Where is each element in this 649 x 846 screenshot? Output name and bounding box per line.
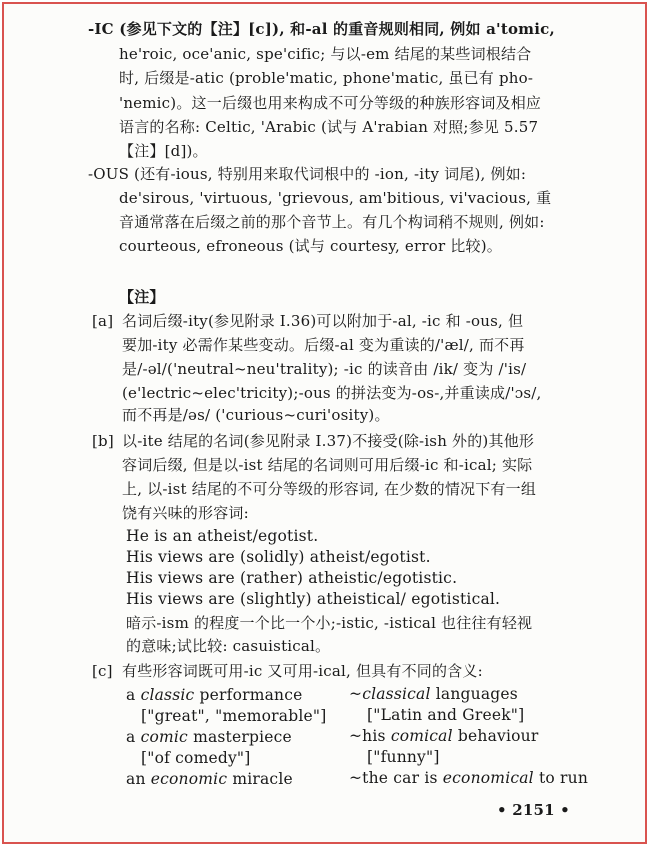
notes-heading: 【注】 bbox=[119, 288, 165, 306]
page-number: • 2151 • bbox=[497, 801, 570, 819]
c-row3-right-post: behaviour bbox=[452, 727, 539, 745]
note-b-label: [b] bbox=[92, 432, 114, 450]
ic-line-2: he'roic, oce'anic, spe'cific; 与以-em 结尾的某些词根结合 bbox=[119, 45, 532, 63]
note-b-example-2: His views are (solidly) atheist/egotist. bbox=[126, 548, 431, 566]
ic-line-6: 【注】[d])。 bbox=[119, 142, 208, 160]
c-row2-left: ["great", "memorable"] bbox=[141, 707, 327, 725]
c-row1-left-post: performance bbox=[194, 686, 303, 704]
ic-line-1: -IC (参见下文的【注】[c]), 和-al 的重音规则相同, 例如 a'tomic, bbox=[88, 20, 555, 38]
c-row3-right-word: comical bbox=[390, 727, 453, 745]
ous-line-3: 音通常落在后缀之前的那个音节上。有几个构词稍不规则, 例如: bbox=[119, 213, 545, 231]
ic-line-4: 'nemic)。这一后缀也用来构成不可分等级的种族形容词及相应 bbox=[119, 94, 542, 112]
c-row5-right-post: to run bbox=[533, 769, 589, 787]
ic-line-3: 时, 后缀是-atic (proble'matic, phone'matic, 虽已有 pho- bbox=[119, 69, 534, 87]
c-row5-left-word: economic bbox=[150, 770, 228, 788]
ous-line-4: courteous, efroneous (试与 courtesy, error 比较)。 bbox=[119, 237, 502, 255]
c-row3-left-post: masterpiece bbox=[187, 728, 292, 746]
note-b-line-1: 以-ite 结尾的名词(参见附录 Ⅰ.37)不接受(除-ish 外的)其他形 bbox=[122, 432, 535, 450]
note-b-line-4: 饶有兴味的形容词: bbox=[122, 504, 249, 522]
note-b-line-3: 上, 以-ist 结尾的不可分等级的形容词, 在少数的情况下有一组 bbox=[122, 480, 537, 498]
c-row2-right: ["Latin and Greek"] bbox=[367, 706, 525, 724]
c-row5-right-pre: ~the car is bbox=[349, 769, 443, 787]
c-row3-right-pre: ~his bbox=[349, 727, 391, 745]
c-row5-left-post: miracle bbox=[227, 770, 293, 788]
ous-line-1: -OUS (还有-ious, 特别用来取代词根中的 -ion, -ity 词尾), 例如: bbox=[88, 165, 527, 183]
c-row1-right bbox=[349, 684, 518, 704]
note-a-line-4: (e'lectric~elec'tricity);-ous 的拼法变为-os-,并重读成/'ɔs/, bbox=[122, 384, 542, 402]
note-c-line-1: 有些形容词既可用-ic 又可用-ical, 但具有不同的含义: bbox=[122, 662, 483, 680]
c-row1-right-post: languages bbox=[430, 685, 518, 703]
c-row3-left-word: comic bbox=[140, 728, 188, 746]
ous-line-2: de'sirous, 'virtuous, 'grievous, am'bitious, vi'vacious, 重 bbox=[119, 189, 552, 207]
c-row3-left bbox=[126, 727, 292, 747]
c-row1-left-pre: a bbox=[126, 686, 141, 704]
c-row1-left bbox=[126, 685, 303, 705]
c-row1-left-word: classic bbox=[140, 686, 195, 704]
c-row5-left bbox=[126, 769, 293, 789]
c-row5-right-word: economical bbox=[442, 769, 534, 787]
c-row4-left: ["of comedy"] bbox=[141, 749, 251, 767]
note-b-example-3: His views are (rather) atheistic/egotistic. bbox=[126, 569, 458, 587]
note-a-line-2: 要加-ity 必需作某些变动。后缀-al 变为重读的/'æl/, 而不再 bbox=[122, 336, 525, 354]
note-a-label: [a] bbox=[92, 312, 114, 330]
note-a-line-1: 名词后缀-ity(参见附录 Ⅰ.36)可以附加于-al, -ic 和 -ous, 但 bbox=[122, 312, 524, 330]
c-row4-right: ["funny"] bbox=[367, 748, 440, 766]
ic-line-5: 语言的名称: Celtic, 'Arabic (试与 A'rabian 对照;参见 5.57 bbox=[119, 118, 539, 136]
note-a-line-5: 而不再是/əs/ ('curious~curi'osity)。 bbox=[122, 406, 390, 424]
note-a-line-3: 是/-əl/('neutral~neu'trality); -ic 的读音由 /ik/ 变为 /'is/ bbox=[122, 360, 527, 378]
c-row3-right bbox=[349, 726, 538, 746]
c-row3-left-pre: a bbox=[126, 728, 141, 746]
c-row5-left-pre: an bbox=[126, 770, 151, 788]
note-b-example-1: He is an atheist/egotist. bbox=[126, 527, 319, 545]
note-b-line-2: 容词后缀, 但是以-ist 结尾的名词则可用后缀-ic 和-ical; 实际 bbox=[122, 456, 533, 474]
note-c-label: [c] bbox=[92, 662, 113, 680]
c-row1-right-word: classical bbox=[362, 685, 431, 703]
c-row5-right bbox=[349, 768, 588, 788]
note-b-line-6: 的意味;试比较: casuistical。 bbox=[126, 637, 331, 655]
c-row1-right-pre: ~ bbox=[349, 685, 363, 703]
note-b-line-5: 暗示-ism 的程度一个比一个小;-istic, -istical 也往往有轻视 bbox=[126, 614, 533, 632]
note-b-example-4: His views are (slightly) atheistical/ egotistical. bbox=[126, 590, 501, 608]
